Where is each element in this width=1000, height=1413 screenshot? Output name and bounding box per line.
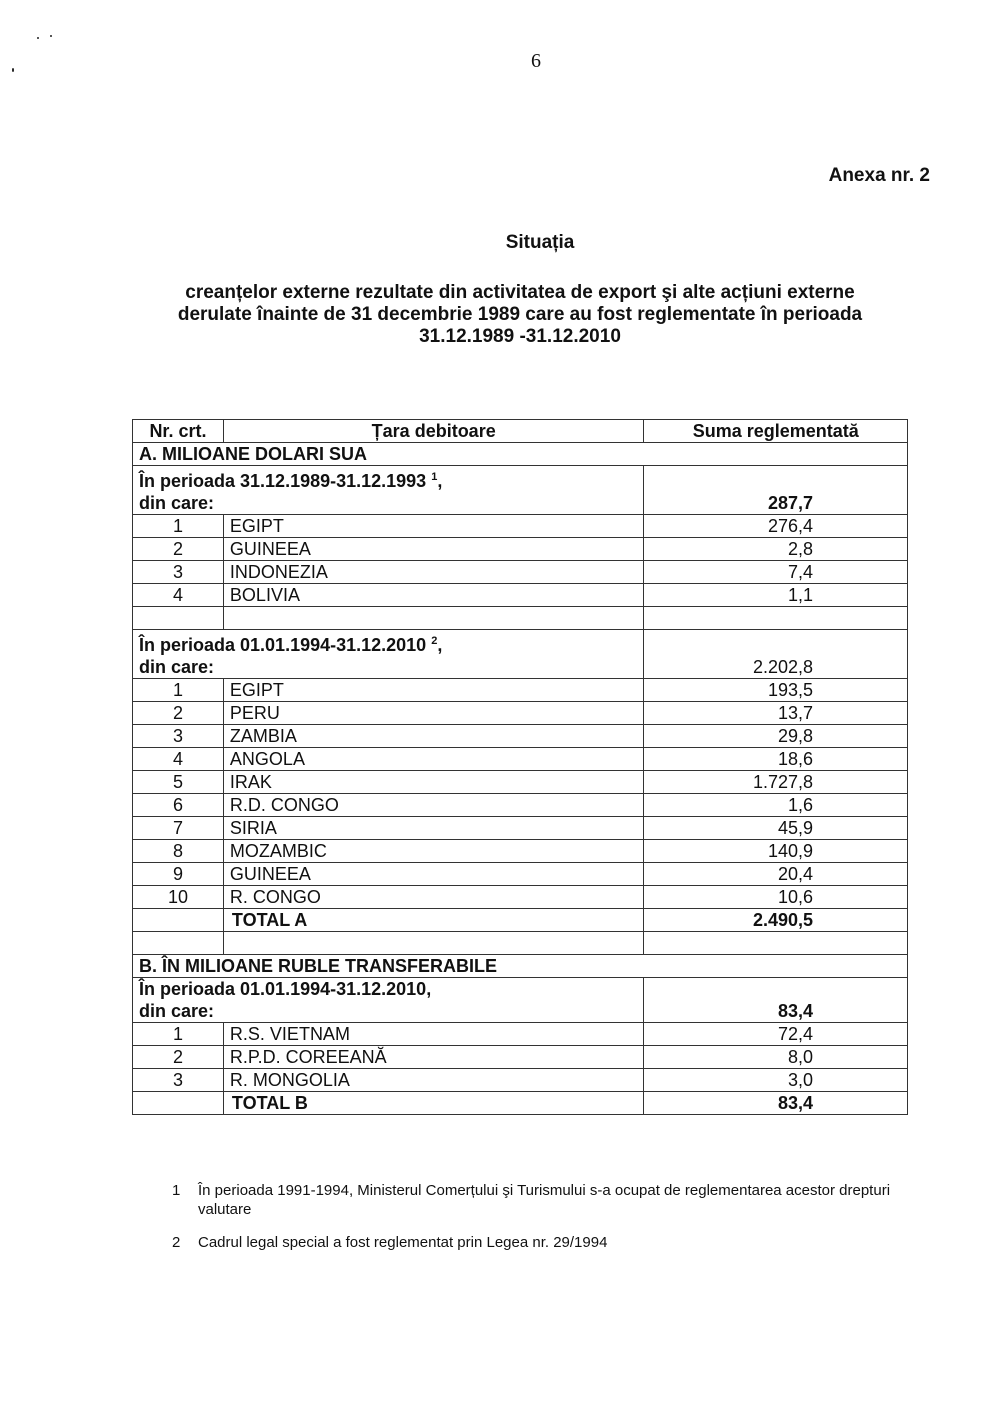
section-a-title: A. MILIOANE DOLARI SUA (133, 443, 908, 466)
footnote-number: 2 (172, 1234, 181, 1251)
empty-cell (223, 607, 644, 630)
row-value: 20,4 (644, 863, 908, 886)
empty-cell (644, 607, 908, 630)
footnote-number: 1 (172, 1182, 181, 1199)
empty-row (133, 932, 908, 955)
table-row (133, 817, 908, 840)
row-country: R.S. VIETNAM (223, 1023, 644, 1046)
row-number: 6 (133, 794, 224, 817)
row-number: 2 (133, 702, 224, 725)
row-number: 3 (133, 1069, 224, 1092)
empty-cell (133, 932, 224, 955)
subtitle-line: 31.12.1989 -31.12.2010 (419, 326, 621, 347)
table-row (133, 538, 908, 561)
row-country: R.D. CONGO (223, 794, 644, 817)
period-label (133, 466, 644, 515)
row-value: 7,4 (644, 561, 908, 584)
row-number: 8 (133, 840, 224, 863)
header-amount: Suma reglementată (644, 420, 908, 443)
table-row (133, 679, 908, 702)
period-text: În perioada 31.12.1989-31.12.1993 (139, 471, 427, 491)
row-country: EGIPT (223, 679, 644, 702)
total-row (133, 1092, 908, 1115)
footnote-ref: 2 (431, 635, 438, 647)
subtitle-line: derulate înainte de 31 decembrie 1989 care au fost reglementate în perioada (177, 304, 863, 325)
period-label (133, 978, 644, 1023)
document-subtitle (130, 282, 910, 348)
din-care-label: din care: (139, 1001, 215, 1021)
row-value: 45,9 (644, 817, 908, 840)
row-value: 18,6 (644, 748, 908, 771)
table-row (133, 863, 908, 886)
period-text: În perioada 01.01.1994-31.12.2010 (139, 635, 427, 655)
total-label: TOTAL A (223, 909, 644, 932)
row-value: 13,7 (644, 702, 908, 725)
subtitle-line: creanțelor externe rezultate din activitatea de export şi alte acțiuni externe (185, 282, 855, 303)
header-nr: Nr. crt. (133, 420, 224, 443)
row-country: INDONEZIA (223, 561, 644, 584)
scan-speck (37, 37, 39, 39)
empty-row (133, 607, 908, 630)
row-country: IRAK (223, 771, 644, 794)
footnote-text: Cadrul legal special a fost reglementat prin Legea nr. 29/1994 (198, 1234, 608, 1251)
settlement-table (132, 419, 908, 1115)
table-row (133, 748, 908, 771)
total-label: TOTAL B (223, 1092, 644, 1115)
total-spacer (133, 1092, 224, 1115)
row-country: R. CONGO (223, 886, 644, 909)
row-number: 3 (133, 561, 224, 584)
period-row (133, 466, 908, 515)
period-text: În perioada 01.01.1994-31.12.2010, (139, 979, 432, 999)
row-value: 276,4 (644, 515, 908, 538)
row-number: 4 (133, 584, 224, 607)
footnote-ref: 1 (431, 471, 438, 483)
period-total: 287,7 (644, 466, 908, 515)
footnotes (172, 1181, 932, 1266)
row-value: 8,0 (644, 1046, 908, 1069)
total-value: 83,4 (644, 1092, 908, 1115)
row-country: GUINEEA (223, 863, 644, 886)
section-a-title-row (133, 443, 908, 466)
period-total: 2.202,8 (644, 630, 908, 679)
annex-label: Anexa nr. 2 (828, 165, 930, 186)
footnote (172, 1181, 932, 1219)
table-row (133, 1023, 908, 1046)
row-number: 5 (133, 771, 224, 794)
empty-cell (133, 607, 224, 630)
table-row (133, 725, 908, 748)
period-row (133, 978, 908, 1023)
row-value: 72,4 (644, 1023, 908, 1046)
row-value: 1.727,8 (644, 771, 908, 794)
footnote-text: În perioada 1991-1994, Ministerul Comerțului şi Turismului s-a ocupat de reglementarea acestor drepturi valutare (198, 1182, 891, 1218)
row-value: 2,8 (644, 538, 908, 561)
period-row (133, 630, 908, 679)
period-suffix: , (437, 471, 443, 491)
row-country: MOZAMBIC (223, 840, 644, 863)
row-value: 3,0 (644, 1069, 908, 1092)
row-number: 10 (133, 886, 224, 909)
total-spacer (133, 909, 224, 932)
table-row (133, 771, 908, 794)
table-row (133, 584, 908, 607)
row-number: 1 (133, 515, 224, 538)
table-row (133, 561, 908, 584)
row-country: EGIPT (223, 515, 644, 538)
din-care-label: din care: (139, 493, 215, 513)
page-number: 6 (531, 50, 541, 72)
period-label (133, 630, 644, 679)
empty-cell (223, 932, 644, 955)
period-total: 83,4 (644, 978, 908, 1023)
table-row (133, 886, 908, 909)
din-care-label: din care: (139, 657, 215, 677)
row-value: 1,1 (644, 584, 908, 607)
table-row (133, 1046, 908, 1069)
row-number: 1 (133, 1023, 224, 1046)
empty-cell (644, 932, 908, 955)
row-country: BOLIVIA (223, 584, 644, 607)
table-row (133, 840, 908, 863)
section-b-title-row (133, 955, 908, 978)
table-row (133, 1069, 908, 1092)
header-country: Țara debitoare (223, 420, 644, 443)
row-country: SIRIA (223, 817, 644, 840)
row-country: GUINEEA (223, 538, 644, 561)
table-header-row (133, 420, 908, 443)
table-row (133, 515, 908, 538)
row-number: 7 (133, 817, 224, 840)
row-country: ZAMBIA (223, 725, 644, 748)
table-row (133, 702, 908, 725)
row-number: 1 (133, 679, 224, 702)
row-value: 1,6 (644, 794, 908, 817)
row-number: 3 (133, 725, 224, 748)
row-value: 29,8 (644, 725, 908, 748)
row-value: 140,9 (644, 840, 908, 863)
table-row (133, 794, 908, 817)
row-number: 2 (133, 538, 224, 561)
row-country: PERU (223, 702, 644, 725)
row-value: 193,5 (644, 679, 908, 702)
section-a (133, 443, 908, 1115)
footnote (172, 1233, 932, 1252)
period-suffix: , (437, 635, 443, 655)
row-number: 4 (133, 748, 224, 771)
row-country: R.P.D. COREEANĂ (223, 1046, 644, 1069)
scan-speck (12, 68, 14, 72)
row-number: 2 (133, 1046, 224, 1069)
total-row (133, 909, 908, 932)
document-title: Situația (505, 232, 575, 253)
total-value: 2.490,5 (644, 909, 908, 932)
row-number: 9 (133, 863, 224, 886)
section-b-title: B. ÎN MILIOANE RUBLE TRANSFERABILE (133, 955, 908, 978)
row-value: 10,6 (644, 886, 908, 909)
row-country: ANGOLA (223, 748, 644, 771)
row-country: R. MONGOLIA (223, 1069, 644, 1092)
scan-speck (50, 35, 52, 37)
